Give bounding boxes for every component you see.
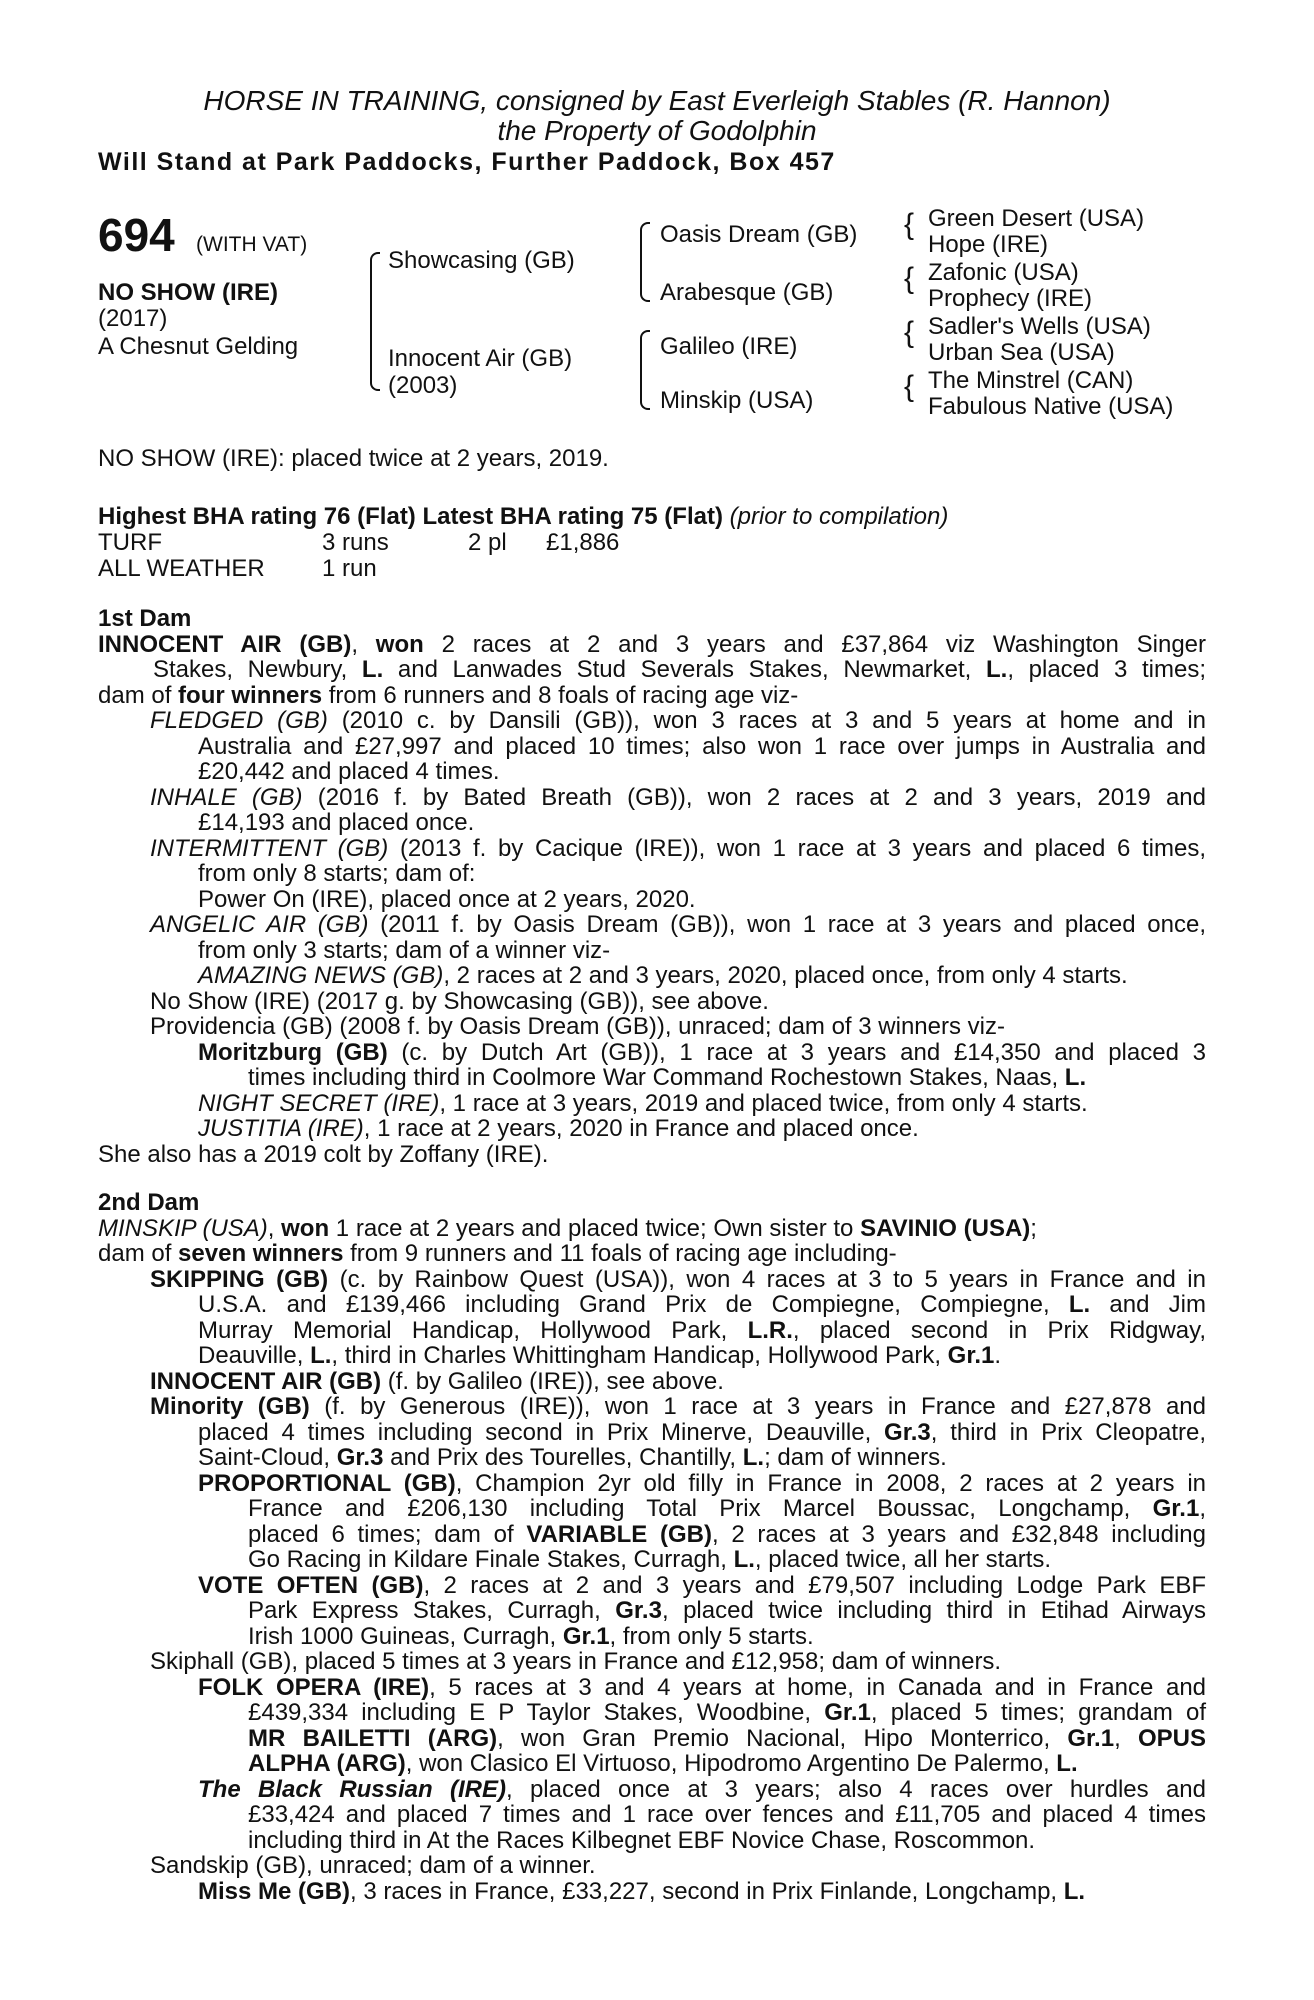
lot-number: 694 [98, 209, 175, 261]
text-line: Sandskip (GB), unraced; dam of a winner. [150, 1852, 596, 1879]
dam-year: (2003) [388, 372, 458, 399]
dam: Innocent Air (GB) [388, 345, 573, 372]
text-line: placed 4 times including second in Prix Minerve, Deauville, Gr.3, third in Prix Cleopatre, [198, 1418, 1206, 1446]
text-line: She also has a 2019 colt by Zoffany (IRE). [98, 1140, 549, 1168]
ggp-1: Green Desert (USA) [928, 205, 1145, 232]
text-line: Providencia (GB) (2008 f. by Oasis Dream (GB)), unraced; dam of 3 winners viz- [150, 1013, 1005, 1040]
text-line: Minority (GB) (f. by Generous (IRE)), won 1 race at 3 years in France and £27,878 and [150, 1393, 1206, 1420]
property-line: the Property of Godolphin [497, 115, 817, 146]
vat-note: (WITH VAT) [196, 233, 308, 256]
race-summary: NO SHOW (IRE): placed twice at 2 years, 2019. [98, 445, 609, 472]
text-line: The Black Russian (IRE), placed once at 3 years; also 4 races over hurdles and [198, 1775, 1206, 1803]
brace-glyph: { [904, 208, 915, 241]
sire: Showcasing (GB) [388, 247, 575, 274]
text-line: INNOCENT AIR (GB) (f. by Galileo (IRE)), see above. [150, 1367, 724, 1395]
first-dam-heading: 1st Dam [98, 605, 192, 632]
text-line: Miss Me (GB), 3 races in France, £33,227, second in Prix Finlande, Longchamp, L. [198, 1877, 1086, 1905]
text-line: PROPORTIONAL (GB), Champion 2yr old filly in France in 2008, 2 races at 2 years in [198, 1469, 1206, 1497]
text-line: INHALE (GB) (2016 f. by Bated Breath (GB)), won 2 races at 2 and 3 years, 2019 and [150, 783, 1206, 811]
text-line: Go Racing in Kildare Finale Stakes, Curragh, L., placed twice, all her starts. [248, 1546, 1052, 1573]
ggp-5: Sadler's Wells (USA) [928, 313, 1151, 340]
horse-description: A Chesnut Gelding [98, 333, 299, 360]
text-line: Saint-Cloud, Gr.3 and Prix des Tourelles, Chantilly, L.; dam of winners. [198, 1444, 947, 1471]
pedigree-brace-sire [640, 222, 650, 302]
text-line: VOTE OFTEN (GB), 2 races at 2 and 3 years and £79,507 including Lodge Park EBF [198, 1571, 1206, 1599]
ggp-7: The Minstrel (CAN) [928, 367, 1134, 394]
text-line: Deauville, L., third in Charles Whittingham Handicap, Hollywood Park, Gr.1. [198, 1342, 1002, 1369]
text-line: MR BAILETTI (ARG), won Gran Premio Nacional, Hipo Monterrico, Gr.1, OPUS [248, 1724, 1206, 1752]
text-line: from only 8 starts; dam of: [198, 860, 476, 887]
text-line: Moritzburg (GB) (c. by Dutch Art (GB)), 1 race at 3 years and £14,350 and placed 3 [198, 1038, 1206, 1066]
text-line: times including third in Coolmore War Command Rochestown Stakes, Naas, L. [248, 1064, 1087, 1091]
ggp-2: Hope (IRE) [928, 231, 1049, 258]
brace-glyph: { [904, 316, 915, 349]
pedigree-brace-main [370, 252, 380, 391]
text-line: £20,442 and placed 4 times. [198, 758, 500, 785]
text-line: including third in At the Races Kilbegnet EBF Novice Chase, Roscommon. [248, 1826, 1036, 1854]
horse-year: (2017) [98, 305, 168, 332]
text-line: Skiphall (GB), placed 5 times at 3 years in France and £12,958; dam of winners. [150, 1648, 1002, 1675]
ggp-6: Urban Sea (USA) [928, 339, 1115, 366]
turf-prize: £1,886 [546, 529, 620, 556]
text-line: Murray Memorial Handicap, Hollywood Park, L.R., placed second in Prix Ridgway, [198, 1316, 1207, 1344]
horse-name: NO SHOW (IRE) [98, 279, 278, 306]
text-line: Irish 1000 Guineas, Curragh, Gr.1, from only 5 starts. [248, 1622, 814, 1650]
text-line: dam of four winners from 6 runners and 8 foals of racing age viz- [98, 681, 799, 709]
text-line: INTERMITTENT (GB) (2013 f. by Cacique (IRE)), won 1 race at 3 years and placed 6 times, [150, 834, 1207, 862]
second-dam-heading: 2nd Dam [98, 1189, 200, 1216]
pedigree-brace-dam [640, 330, 650, 410]
brace-glyph: { [904, 262, 915, 295]
text-line: from only 3 starts; dam of a winner viz- [198, 936, 611, 964]
text-line: ALPHA (ARG), won Clasico El Virtuoso, Hipodromo Argentino De Palermo, L. [248, 1750, 1078, 1777]
aw-label: ALL WEATHER [98, 555, 265, 582]
aw-runs: 1 run [322, 555, 377, 582]
text-line: FLEDGED (GB) (2010 c. by Dansili (GB)), won 3 races at 3 and 5 years at home and in [150, 707, 1207, 734]
text-line: ANGELIC AIR (GB) (2011 f. by Oasis Dream (GB)), won 1 race at 3 years and placed once, [150, 911, 1207, 938]
ggp-3: Zafonic (USA) [928, 259, 1079, 286]
second-dam-section [98, 1190, 1206, 1904]
text-line: France and £206,130 including Total Prix Marcel Boussac, Longchamp, Gr.1, [248, 1495, 1206, 1522]
text-line: No Show (IRE) (2017 g. by Showcasing (GB)), see above. [150, 987, 769, 1015]
ratings-line: Highest BHA rating 76 (Flat) Latest BHA rating 75 (Flat) (prior to compilation) [98, 503, 949, 530]
turf-placings: 2 pl [468, 529, 507, 556]
text-line: MINSKIP (USA), won 1 race at 2 years and placed twice; Own sister to SAVINIO (USA); [98, 1214, 1037, 1242]
text-line: U.S.A. and £139,466 including Grand Prix de Compiegne, Compiegne, L. and Jim [198, 1291, 1206, 1318]
stabling-line: Will Stand at Park Paddocks, Further Paddock, Box 457 [98, 148, 836, 176]
text-line: INNOCENT AIR (GB), won 2 races at 2 and 3 years and £37,864 viz Washington Singer [98, 630, 1206, 658]
dam-sire: Galileo (IRE) [660, 333, 798, 360]
dam-dam: Minskip (USA) [660, 387, 814, 414]
text-line: dam of seven winners from 9 runners and 11 foals of racing age including- [98, 1240, 897, 1267]
text-line: JUSTITIA (IRE), 1 race at 2 years, 2020 in France and placed once. [198, 1115, 919, 1142]
text-line: SKIPPING (GB) (c. by Rainbow Quest (USA)), won 4 races at 3 to 5 years in France and in [150, 1265, 1206, 1293]
text-line: NIGHT SECRET (IRE), 1 race at 3 years, 2019 and placed twice, from only 4 starts. [198, 1089, 1088, 1117]
text-line: placed 6 times; dam of VARIABLE (GB), 2 races at 3 years and £32,848 including [248, 1520, 1206, 1548]
ggp-4: Prophecy (IRE) [928, 285, 1093, 312]
text-line: Stakes, Newbury, L. and Lanwades Stud Severals Stakes, Newmarket, L., placed 3 times; [153, 656, 1206, 683]
text-line: FOLK OPERA (IRE), 5 races at 3 and 4 years at home, in Canada and in France and [198, 1673, 1207, 1701]
turf-runs: 3 runs [322, 529, 389, 556]
text-line: Park Express Stakes, Curragh, Gr.3, placed twice including third in Etihad Airways [248, 1597, 1206, 1624]
ggp-8: Fabulous Native (USA) [928, 393, 1174, 420]
text-line: AMAZING NEWS (GB), 2 races at 2 and 3 years, 2020, placed once, from only 4 starts. [198, 962, 1128, 989]
text-line: Power On (IRE), placed once at 2 years, 2020. [198, 885, 696, 913]
text-line: £439,334 including E P Taylor Stakes, Woodbine, Gr.1, placed 5 times; grandam of [248, 1699, 1206, 1726]
text-line: Australia and £27,997 and placed 10 times; also won 1 race over jumps in Australia and [198, 732, 1206, 760]
sire-sire: Oasis Dream (GB) [660, 221, 858, 248]
turf-label: TURF [98, 529, 162, 556]
text-line: £14,193 and placed once. [198, 809, 475, 836]
text-line: £33,424 and placed 7 times and 1 race over fences and £11,705 and placed 4 times [248, 1801, 1206, 1828]
brace-glyph: { [904, 370, 915, 403]
sire-dam: Arabesque (GB) [660, 279, 834, 306]
first-dam-section [98, 606, 1206, 1167]
consignor-line: HORSE IN TRAINING, consigned by East Everleigh Stables (R. Hannon) [203, 85, 1111, 116]
